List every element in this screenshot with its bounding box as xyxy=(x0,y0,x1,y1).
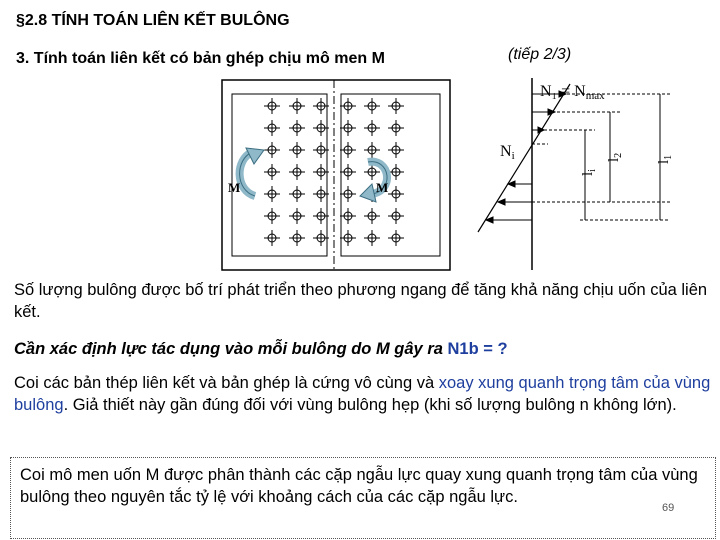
paragraph-moment-couples: Coi mô men uốn M được phân thành các cặp ngẫu lực quay xung quanh trọng tâm của vùng bulông theo nguyên tắc tỷ lệ với khoảng cách của các cặp ngẫu lực. xyxy=(20,466,698,506)
splice-plate xyxy=(222,80,450,270)
moment-left-icon xyxy=(240,148,264,196)
continuation-note: (tiếp 2/3) xyxy=(508,46,572,63)
l1-label: $l_1$ xyxy=(656,154,674,164)
question-line xyxy=(14,338,714,360)
assumption-part1: Coi các bản thép liên kết và bản ghép là cứng vô cùng và xyxy=(14,374,439,392)
section-subtitle: 3. Tính toán liên kết có bản ghép chịu mô men M xyxy=(16,50,385,67)
question-text: Cần xác định lực tác dụng vào mỗi bulông do M gây ra xyxy=(14,340,448,358)
moment-left-label: M xyxy=(228,180,241,195)
page-number: 69 xyxy=(662,502,675,514)
question-highlight: N1b = ? xyxy=(447,340,508,358)
force-line xyxy=(478,84,570,232)
paragraph-bolt-layout: Số lượng bulông được bố trí phát triển theo phương ngang để tăng khả năng chịu uốn của liên kết. xyxy=(14,281,708,321)
bolt-connection-diagram xyxy=(200,72,700,277)
paragraph-assumption xyxy=(14,372,714,416)
li-label: $l_i$ xyxy=(580,169,598,176)
left-plate xyxy=(232,94,327,256)
ni-label: Ni xyxy=(500,143,515,162)
l2-label: $l_2$ xyxy=(606,152,624,162)
n1-label: N₁ = Nmax xyxy=(540,83,605,102)
page-title: §2.8 TÍNH TOÁN LIÊN KẾT BULÔNG xyxy=(16,12,290,29)
assumption-part2: . Giả thiết này gần đúng đối với vùng bulông hẹp (khi số lượng bulông n không lớn). xyxy=(63,396,677,414)
moment-right-label: M xyxy=(376,180,389,195)
assumption-highlight: xoay xung quanh trọng tâm của vùng bulông xyxy=(14,374,711,414)
